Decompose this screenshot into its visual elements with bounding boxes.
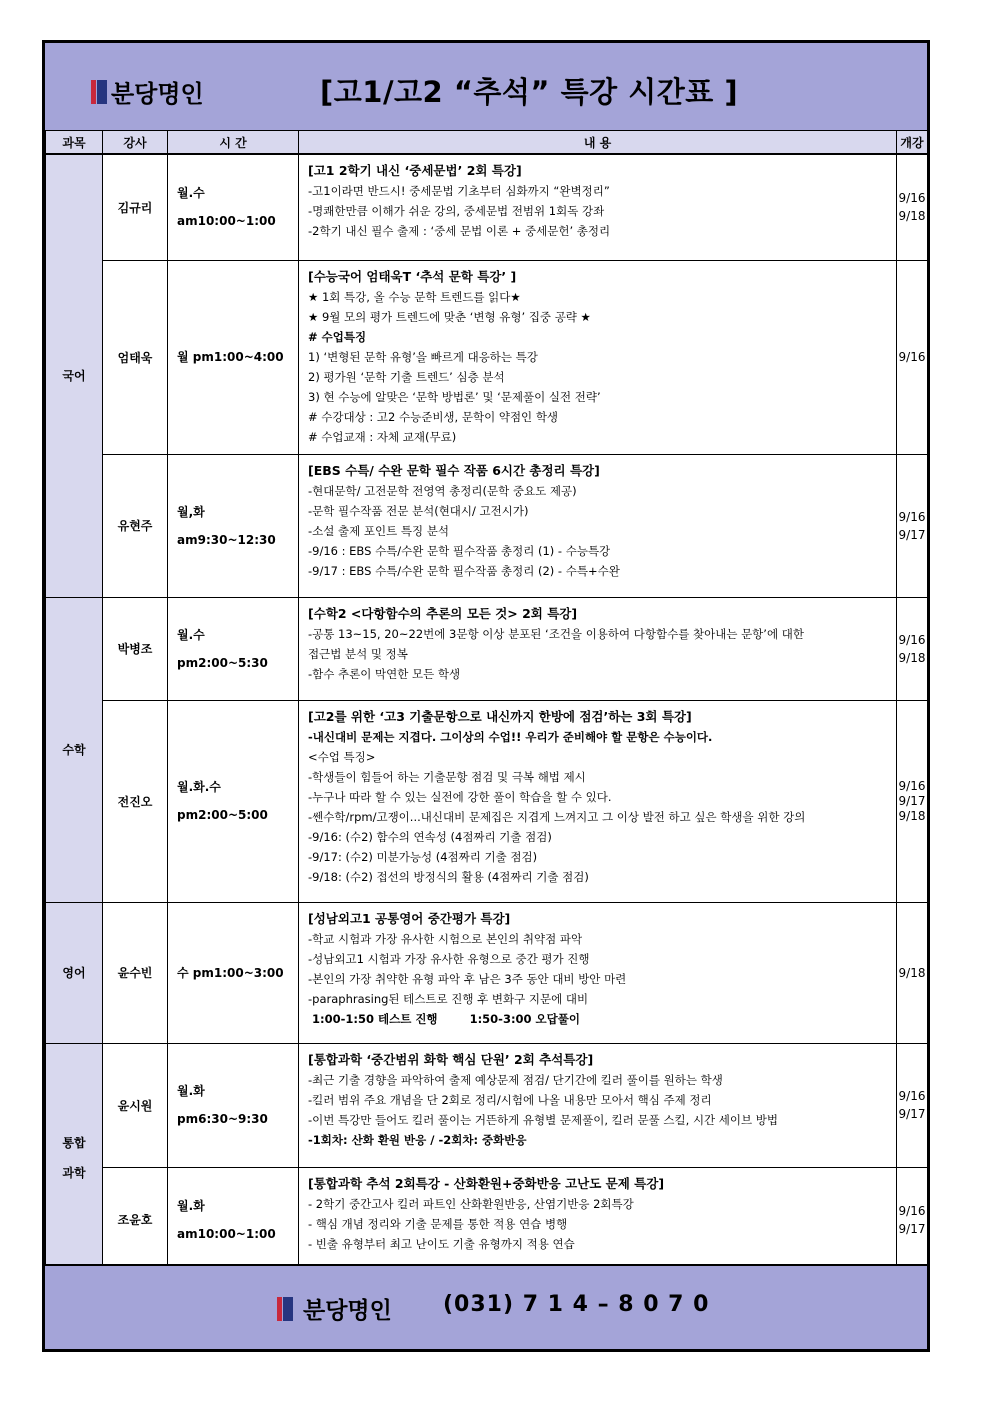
start-date: 9/17 xyxy=(898,1221,926,1236)
course-title: [고2를 위한 ‘고3 기출문항으로 내신까지 한방에 점검’하는 3회 특강] xyxy=(308,708,692,724)
start-date: 9/16 xyxy=(898,191,926,206)
course-line: -9/16: (수2) 함수의 연속성 (4점짜리 기출 점검) xyxy=(308,829,552,844)
timetable-frame xyxy=(42,40,930,1352)
page-title: [고1/고2 “추석” 특강 시간표 ] xyxy=(320,75,739,109)
class-hours: am9:30~12:30 xyxy=(177,532,276,547)
teacher-name: 윤시원 xyxy=(103,1043,168,1167)
subject-science-line2: 과학 xyxy=(62,1165,86,1180)
class-time xyxy=(168,1043,299,1167)
course-line: -누구나 따라 할 수 있는 실전에 강한 풀이 학습을 할 수 있다. xyxy=(308,789,612,804)
class-days: 월 pm1:00~4:00 xyxy=(177,350,284,364)
page-header xyxy=(45,43,927,132)
course-line: ★ 1회 특강, 올 수능 문학 트렌드를 읽다★ xyxy=(308,289,521,304)
course-line: -문학 필수작품 전문 분석(현대시/ 고전시가) xyxy=(308,503,529,518)
class-time xyxy=(168,902,299,1043)
course-line: <수업 특징> xyxy=(308,749,376,764)
start-date: 9/17 xyxy=(898,793,926,808)
timetable xyxy=(45,130,928,1273)
start-dates xyxy=(897,597,928,700)
teacher-name: 김규리 xyxy=(103,154,168,260)
class-hours: am10:00~1:00 xyxy=(177,214,276,229)
course-line: # 수업특징 xyxy=(308,329,367,344)
course-line: -성남외고1 시험과 가장 유사한 유형으로 중간 평가 진행 xyxy=(308,951,590,966)
course-content xyxy=(299,1043,897,1167)
teacher-name: 조윤호 xyxy=(103,1167,168,1272)
course-line: ★ 9월 모의 평가 트렌드에 맞춘 ‘변형 유형’ 집중 공략 ★ xyxy=(308,309,591,324)
column-header-subject: 과목 xyxy=(46,131,103,155)
course-line: -1회차: 산화 환원 반응 / -2회차: 중화반응 xyxy=(308,1132,527,1147)
course-line: - 빈출 유형부터 최고 난이도 기출 유형까지 적용 연습 xyxy=(308,1236,575,1251)
course-title: [통합과학 추석 2회특강 - 산화환원+중화반응 고난도 문제 특강] xyxy=(308,1175,665,1191)
course-line: -본인의 가장 취약한 유형 파악 후 남은 3주 동안 대비 방안 마련 xyxy=(308,971,627,986)
start-dates xyxy=(897,1167,928,1272)
course-content xyxy=(299,154,897,260)
start-date: 9/17 xyxy=(898,1107,926,1121)
class-hours: pm6:30~9:30 xyxy=(177,1112,268,1126)
class-days: 월.화.수 xyxy=(177,780,221,794)
course-line: - 핵심 개념 정리와 기출 문제를 통한 적용 연습 병행 xyxy=(308,1216,568,1231)
course-line: -명쾌한만큼 이해가 쉬운 강의, 중세문법 전범위 1회독 강좌 xyxy=(308,204,605,218)
table-header-row xyxy=(46,131,928,155)
course-line: -이번 특강만 들어도 킬러 풀이는 거뜬하게 유형별 문제풀이, 킬러 문풀 스킬, 시간 세이브 방법 xyxy=(308,1112,779,1127)
start-date: 9/18 xyxy=(898,209,926,224)
class-time xyxy=(168,260,299,454)
start-date: 9/16 xyxy=(898,778,926,793)
course-title: [통합과학 ‘중간범위 화학 핵심 단원’ 2회 추석특강] xyxy=(308,1051,594,1067)
class-time xyxy=(168,700,299,902)
course-content xyxy=(299,700,897,902)
course-line: -쎈수학/rpm/고쟁이...내신대비 문제집은 지겹게 느껴지고 그 이상 발전 하고 싶은 학생을 위한 강의 xyxy=(308,809,806,824)
teacher-name: 박병조 xyxy=(103,597,168,700)
class-time xyxy=(168,454,299,597)
course-line: 1:00-1:50 테스트 진행 1:50-3:00 오답풀이 xyxy=(308,1011,580,1026)
course-line: -현대문학/ 고전문학 전영역 총정리(문학 중요도 제공) xyxy=(308,483,577,498)
course-line: 1) ‘변형된 문학 유형’을 빠르게 대응하는 특강 xyxy=(308,349,538,364)
table-row xyxy=(46,597,928,700)
start-dates xyxy=(897,1043,928,1167)
class-days: 월.화 xyxy=(177,1198,205,1213)
course-content xyxy=(299,260,897,454)
start-dates xyxy=(897,260,928,454)
course-line: # 수강대상 : 고2 수능준비생, 문학이 약점인 학생 xyxy=(308,409,559,424)
column-header-content: 내 용 xyxy=(299,131,897,155)
start-date: 9/16 xyxy=(898,1089,926,1103)
start-date: 9/17 xyxy=(898,527,926,542)
class-days: 월.화 xyxy=(177,1084,205,1098)
start-dates xyxy=(897,700,928,902)
table-row xyxy=(46,902,928,1043)
table-row xyxy=(46,1043,928,1167)
course-content xyxy=(299,597,897,700)
course-title: [EBS 수특/ 수완 문학 필수 작품 6시간 총정리 특강] xyxy=(308,462,600,478)
class-time xyxy=(168,597,299,700)
course-line: -최근 기출 경향을 파악하여 출제 예상문제 점검/ 단기간에 킬러 풀이를 원하는 학생 xyxy=(308,1072,723,1087)
course-line: # 수업교재 : 자체 교재(무료) xyxy=(308,429,457,444)
start-date: 9/16 xyxy=(898,350,926,364)
course-line: -고1이라면 반드시! 중세문법 기초부터 심화까지 “완벽정리” xyxy=(308,184,610,198)
teacher-name: 윤수빈 xyxy=(103,902,168,1043)
teacher-name: 엄태욱 xyxy=(103,260,168,454)
table-row xyxy=(46,154,928,260)
start-date: 9/18 xyxy=(898,650,926,665)
course-line: 3) 현 수능에 알맞은 ‘문학 방법론’ 및 ‘문제풀이 실전 전략’ xyxy=(308,389,601,404)
course-title: [수학2 <다항함수의 추론의 모든 것> 2회 특강] xyxy=(308,605,578,621)
class-time xyxy=(168,1167,299,1272)
course-content xyxy=(299,454,897,597)
column-header-open: 개강 xyxy=(897,131,928,155)
start-date: 9/18 xyxy=(898,965,926,980)
footer-brand-name: 분당명인 xyxy=(303,1298,392,1324)
course-title: [성남외고1 공통영어 중간평가 특강] xyxy=(308,910,511,926)
course-line: -공통 13~15, 20~22번에 3문항 이상 분포된 ‘조건을 이용하여 다항함수를 찾아내는 문항’에 대한 xyxy=(308,626,804,641)
course-title: [수능국어 엄태욱T ‘추석 문학 특강’ ] xyxy=(308,268,517,284)
course-line: -킬러 범위 주요 개념을 단 2회로 정리/시험에 나올 내용만 모아서 핵심 주제 정리 xyxy=(308,1092,712,1107)
start-date: 9/16 xyxy=(898,509,926,524)
teacher-name: 전진오 xyxy=(103,700,168,902)
course-line: 접근법 분석 및 정복 xyxy=(308,646,408,661)
course-line: -학교 시험과 가장 유사한 시험으로 본인의 취약점 파악 xyxy=(308,931,583,946)
column-header-teacher: 강사 xyxy=(103,131,168,155)
course-line: -paraphrasing된 테스트로 진행 후 변화구 지문에 대비 xyxy=(308,991,589,1006)
class-days: 수 pm1:00~3:00 xyxy=(177,965,284,980)
course-line: -학생들이 힘들어 하는 기출문항 점검 및 극복 해법 제시 xyxy=(308,769,586,784)
class-time xyxy=(168,154,299,260)
academy-logo-icon xyxy=(91,80,107,104)
subject-science xyxy=(46,1043,103,1272)
course-line: -내신대비 문제는 지겹다. 그이상의 수업!! 우리가 준비해야 할 문항은 수능이다. xyxy=(308,729,713,744)
start-date: 9/18 xyxy=(898,808,926,823)
start-dates xyxy=(897,902,928,1043)
class-hours: am10:00~1:00 xyxy=(177,1226,276,1241)
class-days: 월,화 xyxy=(177,504,205,519)
course-line: -9/17 : EBS 수특/수완 문학 필수작품 총정리 (2) - 수특+수완 xyxy=(308,563,620,578)
course-content xyxy=(299,1167,897,1272)
course-line: -9/18: (수2) 접선의 방정식의 활용 (4점짜리 기출 점검) xyxy=(308,869,589,884)
header-brand-name: 분당명인 xyxy=(111,80,204,108)
course-line: -소설 출제 포인트 특징 분석 xyxy=(308,523,449,538)
subject-english: 영어 xyxy=(46,902,103,1043)
page-footer xyxy=(45,1264,927,1349)
footer-phone: (031) 7 1 4 – 8 0 7 0 xyxy=(443,1292,710,1317)
course-line: -함수 추론이 막연한 모든 학생 xyxy=(308,666,461,681)
header-logo xyxy=(91,74,204,109)
class-days: 월.수 xyxy=(177,627,205,642)
subject-korean: 국어 xyxy=(46,154,103,597)
table-row xyxy=(46,1167,928,1272)
table-row xyxy=(46,454,928,597)
footer-logo xyxy=(277,1292,392,1325)
course-line: 2) 평가원 ‘문학 기출 트렌드’ 심층 분석 xyxy=(308,369,505,384)
course-line: -2학기 내신 필수 출제 : ‘중세 문법 이론 + 중세문헌’ 총정리 xyxy=(308,224,611,238)
subject-math: 수학 xyxy=(46,597,103,902)
class-days: 월.수 xyxy=(177,186,205,201)
class-hours: pm2:00~5:00 xyxy=(177,808,268,822)
start-date: 9/16 xyxy=(898,1203,926,1218)
course-content xyxy=(299,902,897,1043)
subject-science-line1: 통합 xyxy=(62,1135,86,1150)
table-row xyxy=(46,260,928,454)
academy-logo-icon xyxy=(277,1297,293,1321)
class-hours: pm2:00~5:30 xyxy=(177,655,268,670)
column-header-time: 시 간 xyxy=(168,131,299,155)
course-line: -9/17: (수2) 미분가능성 (4점짜리 기출 점검) xyxy=(308,849,538,864)
start-date: 9/16 xyxy=(898,632,926,647)
course-line: -9/16 : EBS 수특/수완 문학 필수작품 총정리 (1) - 수능특강 xyxy=(308,543,611,558)
course-line: - 2학기 중간고사 킬러 파트인 산화환원반응, 산염기반응 2회특강 xyxy=(308,1196,634,1211)
start-dates xyxy=(897,154,928,260)
course-title: [고1 2학기 내신 ‘중세문법’ 2회 특강] xyxy=(308,163,522,178)
table-row xyxy=(46,700,928,902)
teacher-name: 유현주 xyxy=(103,454,168,597)
start-dates xyxy=(897,454,928,597)
